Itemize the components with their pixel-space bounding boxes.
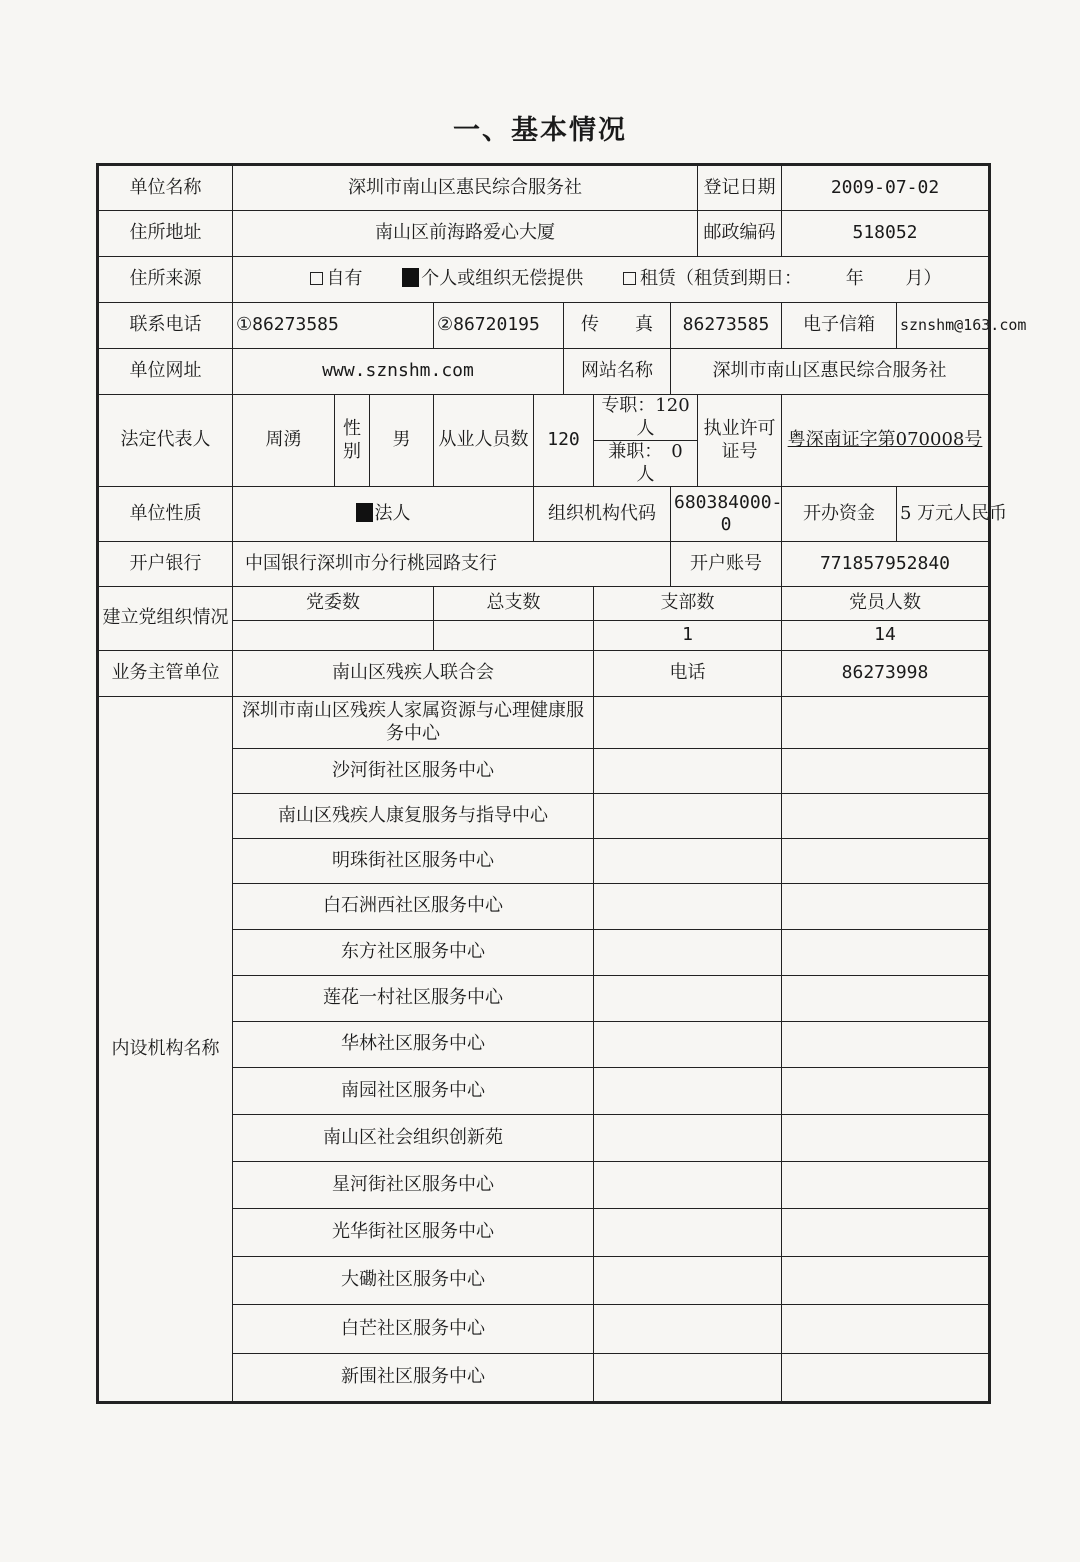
party-value-general-branch bbox=[434, 621, 594, 651]
internal-org-blank bbox=[782, 1305, 990, 1354]
account-value: 771857952840 bbox=[782, 542, 990, 587]
page-title: 一、基本情况 bbox=[453, 115, 627, 146]
internal-org-blank bbox=[782, 1354, 990, 1403]
account-label: 开户账号 bbox=[671, 542, 782, 587]
premises-option-rent bbox=[623, 268, 802, 289]
premises-options bbox=[233, 257, 990, 303]
site-name-label: 网站名称 bbox=[564, 349, 671, 395]
row-contact bbox=[98, 303, 990, 349]
internal-org-name: 星河街社区服务中心 bbox=[233, 1162, 594, 1209]
internal-org-name: 明珠街社区服务中心 bbox=[233, 839, 594, 884]
internal-org-name: 南山区残疾人康复服务与指导中心 bbox=[233, 794, 594, 839]
internal-org-blank bbox=[782, 1257, 990, 1305]
internal-org-blank bbox=[782, 930, 990, 976]
fax-label: 传 真 bbox=[564, 303, 671, 349]
internal-org-blank bbox=[594, 1162, 782, 1209]
checkbox-icon bbox=[310, 272, 323, 285]
supervisor-label: 业务主管单位 bbox=[98, 651, 233, 697]
internal-label: 内设机构名称 bbox=[98, 697, 233, 1403]
supervisor-phone-label: 电话 bbox=[594, 651, 782, 697]
org-code-value: 680384000-0 bbox=[671, 487, 782, 542]
premises-option-free bbox=[402, 268, 583, 289]
internal-org-blank bbox=[782, 884, 990, 930]
party-value-committee bbox=[233, 621, 434, 651]
nature-value bbox=[233, 487, 534, 542]
checked-box-icon bbox=[356, 503, 373, 522]
internal-org-name: 东方社区服务中心 bbox=[233, 930, 594, 976]
internal-org-blank bbox=[782, 749, 990, 794]
license-value: 粤深南证字第070008号 bbox=[782, 395, 990, 487]
party-header-committee: 党委数 bbox=[233, 587, 434, 621]
checkbox-icon bbox=[623, 272, 636, 285]
reg-date-value: 2009-07-02 bbox=[782, 165, 990, 211]
internal-org-blank bbox=[594, 1354, 782, 1403]
row-bank bbox=[98, 542, 990, 587]
row-website bbox=[98, 349, 990, 395]
internal-org-blank bbox=[594, 976, 782, 1022]
internal-org-name: 白石洲西社区服务中心 bbox=[233, 884, 594, 930]
row-supervisor bbox=[98, 651, 990, 697]
internal-org-blank bbox=[594, 1209, 782, 1257]
website-label: 单位网址 bbox=[98, 349, 233, 395]
internal-org-blank bbox=[594, 749, 782, 794]
internal-org-name: 深圳市南山区残疾人家属资源与心理健康服务中心 bbox=[233, 697, 594, 749]
capital-label: 开办资金 bbox=[782, 487, 897, 542]
nature-text: 法人 bbox=[374, 502, 411, 524]
internal-org-blank bbox=[594, 697, 782, 749]
internal-org-blank bbox=[594, 1068, 782, 1115]
gender-label: 性别 bbox=[335, 395, 370, 487]
unit-name-value: 深圳市南山区惠民综合服务社 bbox=[233, 165, 698, 211]
internal-org-blank bbox=[782, 697, 990, 749]
row-premises bbox=[98, 257, 990, 303]
premises-option-free-label: 个人或组织无偿提供 bbox=[421, 268, 584, 290]
premises-option-own bbox=[310, 268, 363, 289]
row-legal-rep bbox=[98, 395, 990, 441]
nature-label-text: 单位性质 bbox=[129, 502, 202, 524]
row-party-header bbox=[98, 587, 990, 621]
premises-month: 月） bbox=[905, 268, 942, 290]
row-address bbox=[98, 211, 990, 257]
party-label: 建立党组织情况 bbox=[98, 587, 233, 651]
internal-org-blank bbox=[782, 794, 990, 839]
internal-org-blank bbox=[782, 1115, 990, 1162]
checked-box-icon bbox=[402, 268, 419, 287]
internal-org-name: 华林社区服务中心 bbox=[233, 1022, 594, 1068]
phone1-value: ①86273585 bbox=[233, 303, 434, 349]
gender-value: 男 bbox=[370, 395, 434, 487]
row-unit-name bbox=[98, 165, 990, 211]
internal-org-name: 莲花一村社区服务中心 bbox=[233, 976, 594, 1022]
parttime-count: 兼职： 0 人 bbox=[594, 441, 698, 487]
address-label: 住所地址 bbox=[98, 211, 233, 257]
legal-rep-label: 法定代表人 bbox=[98, 395, 233, 487]
internal-org-name: 南园社区服务中心 bbox=[233, 1068, 594, 1115]
supervisor-phone-value: 86273998 bbox=[782, 651, 990, 697]
unit-name-label: 单位名称 bbox=[98, 165, 233, 211]
postcode-value: 518052 bbox=[782, 211, 990, 257]
internal-org-blank bbox=[594, 1022, 782, 1068]
email-label: 电子信箱 bbox=[782, 303, 897, 349]
license-label: 执业许可证号 bbox=[698, 395, 782, 487]
postcode-label: 邮政编码 bbox=[698, 211, 782, 257]
phone-label: 联系电话 bbox=[98, 303, 233, 349]
premises-option-own-label: 自有 bbox=[326, 268, 363, 290]
internal-org-blank bbox=[782, 1068, 990, 1115]
internal-org-blank bbox=[594, 930, 782, 976]
row-nature bbox=[98, 487, 990, 542]
party-header-general-branch: 总支数 bbox=[434, 587, 594, 621]
capital-value: 5 万元人民币 bbox=[897, 487, 990, 542]
internal-org-name: 新围社区服务中心 bbox=[233, 1354, 594, 1403]
bank-value: 中国银行深圳市分行桃园路支行 bbox=[233, 542, 671, 587]
bank-label: 开户银行 bbox=[98, 542, 233, 587]
internal-org-name: 光华街社区服务中心 bbox=[233, 1209, 594, 1257]
internal-org-blank bbox=[594, 794, 782, 839]
fulltime-count: 专职：120 人 bbox=[594, 395, 698, 441]
internal-org-name: 白芒社区服务中心 bbox=[233, 1305, 594, 1354]
basic-info-table bbox=[96, 163, 1027, 1404]
reg-date-label: 登记日期 bbox=[698, 165, 782, 211]
nature-label bbox=[98, 487, 233, 542]
address-value: 南山区前海路爱心大厦 bbox=[233, 211, 698, 257]
premises-label: 住所来源 bbox=[98, 257, 233, 303]
internal-org-blank bbox=[594, 839, 782, 884]
internal-org-blank bbox=[782, 1209, 990, 1257]
website-value: www.sznshm.com bbox=[233, 349, 564, 395]
staff-count: 120 bbox=[534, 395, 594, 487]
internal-org-row bbox=[98, 697, 990, 749]
legal-rep-value: 周湧 bbox=[233, 395, 335, 487]
phone2-value: ②86720195 bbox=[434, 303, 564, 349]
site-name-value: 深圳市南山区惠民综合服务社 bbox=[671, 349, 990, 395]
internal-org-name: 南山区社会组织创新苑 bbox=[233, 1115, 594, 1162]
internal-org-blank bbox=[594, 884, 782, 930]
internal-org-blank bbox=[782, 1162, 990, 1209]
premises-option-rent-label: 租赁（租赁到期日： bbox=[640, 268, 802, 290]
staff-label: 从业人员数 bbox=[434, 395, 534, 487]
internal-org-blank bbox=[782, 839, 990, 884]
org-code-label: 组织机构代码 bbox=[534, 487, 671, 542]
email-value: sznshm@163.com bbox=[897, 303, 990, 349]
internal-org-blank bbox=[594, 1305, 782, 1354]
party-header-members: 党员人数 bbox=[782, 587, 990, 621]
party-value-members: 14 bbox=[782, 621, 990, 651]
internal-org-name: 沙河街社区服务中心 bbox=[233, 749, 594, 794]
premises-year: 年 bbox=[845, 268, 864, 290]
supervisor-value: 南山区残疾人联合会 bbox=[233, 651, 594, 697]
internal-org-blank bbox=[594, 1115, 782, 1162]
internal-org-blank bbox=[782, 976, 990, 1022]
fax-value: 86273585 bbox=[671, 303, 782, 349]
internal-org-blank bbox=[594, 1257, 782, 1305]
party-value-branch: 1 bbox=[594, 621, 782, 651]
party-header-branch: 支部数 bbox=[594, 587, 782, 621]
internal-org-name: 大磡社区服务中心 bbox=[233, 1257, 594, 1305]
internal-org-blank bbox=[782, 1022, 990, 1068]
